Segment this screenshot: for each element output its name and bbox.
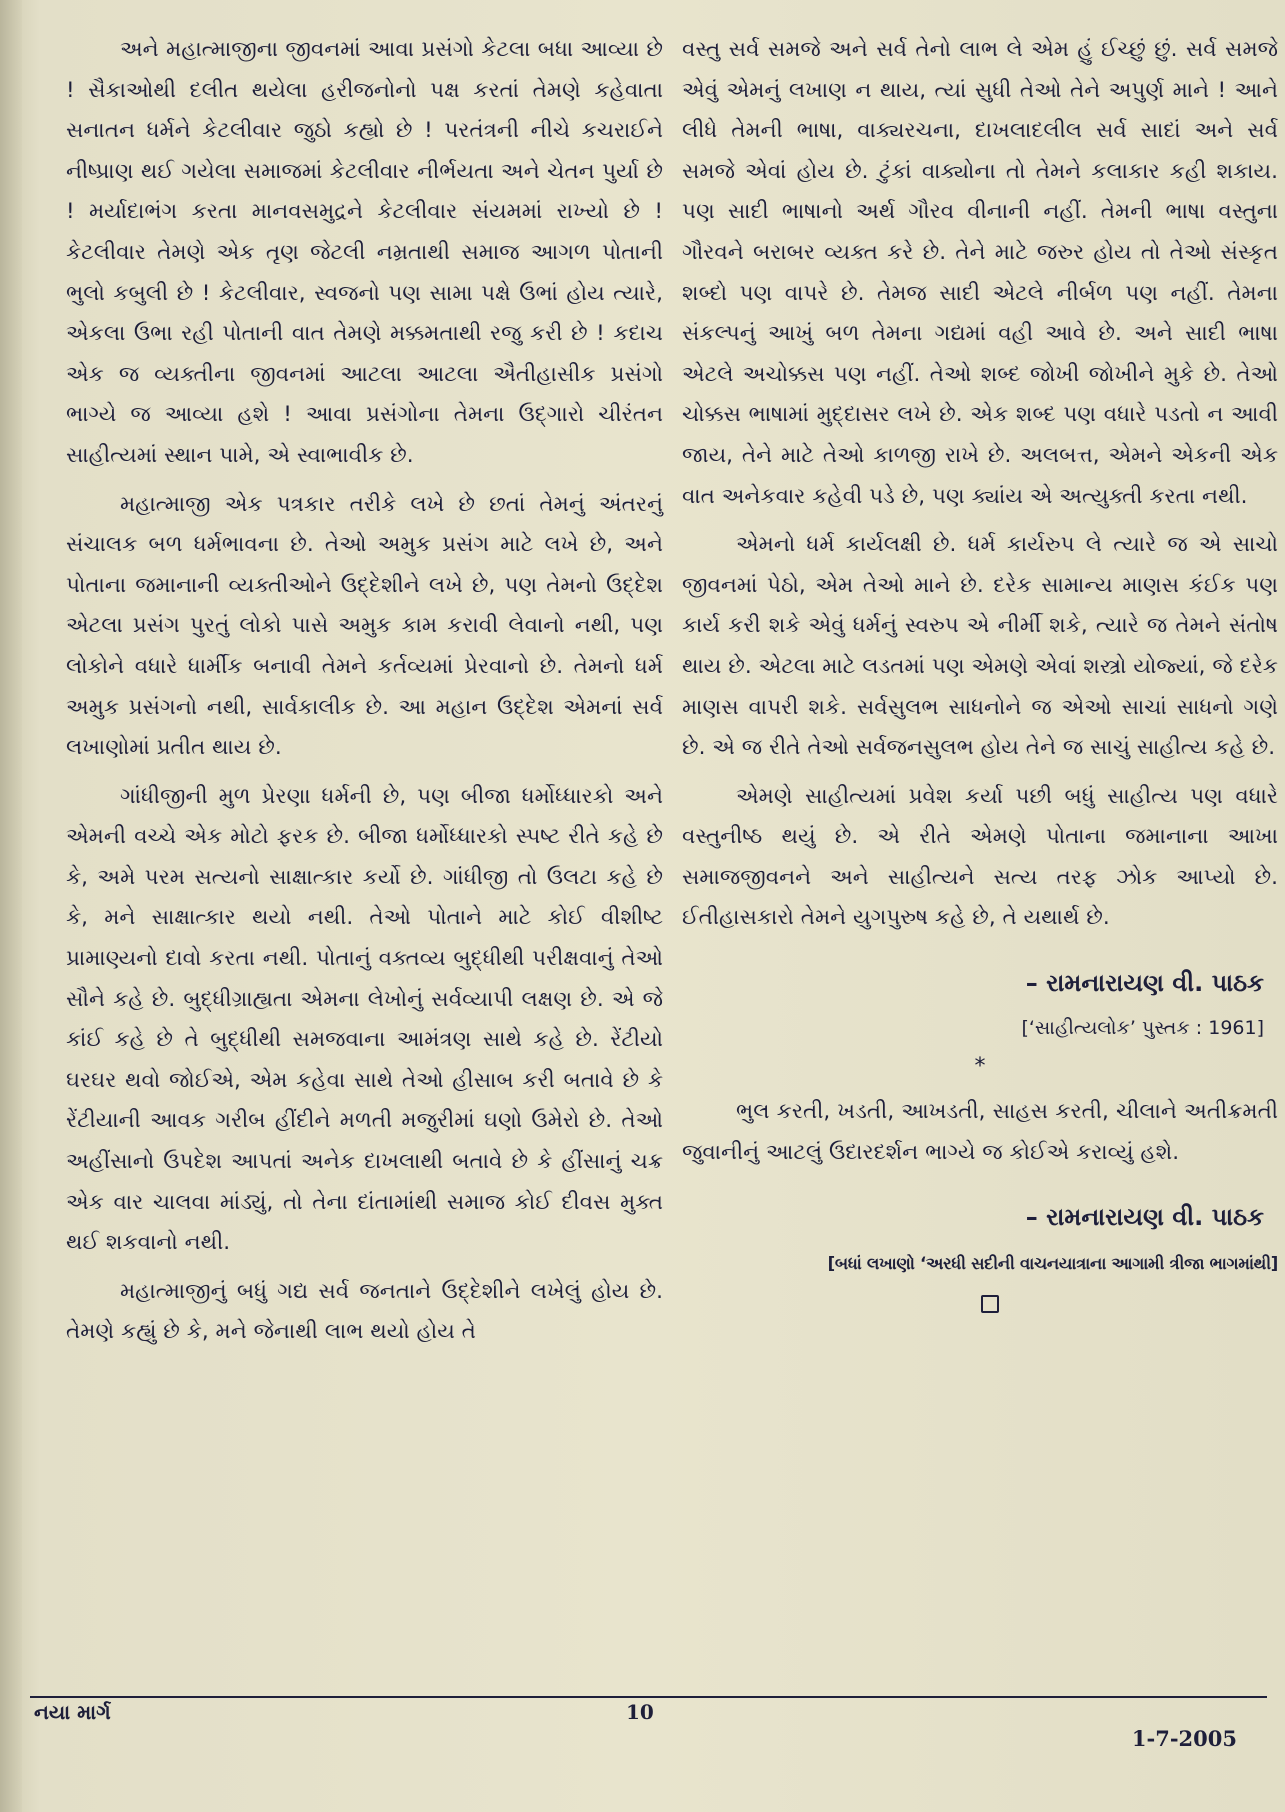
paragraph: મહાત્માજીનું બધું ગદ્ય સર્વ જનતાને ઉદ્દેશીને લખેલું હોય છે. તેમણે કહ્યું છે કે, મને જેનાથી લાભ થયો હોય તે xyxy=(66,1278,663,1345)
source-note: [બધાં લખાણો ‘અરધી સદીની વાચનયાત્રાના આગામી ત્રીજા ભાગમાંથી] xyxy=(827,1254,1278,1274)
page-binding-edge xyxy=(0,0,22,1812)
page-number: 10 xyxy=(626,1700,654,1724)
quote-paragraph: ભુલ કરતી, ખડતી, આખડતી, સાહસ કરતી, ચીલાને અતીક્રમતી જુવાનીનું આટલું ઉદારદર્શન ભાગ્યે જ કોઈએ કરાવ્યું હશે. xyxy=(682,1099,1278,1165)
section-separator: * xyxy=(974,1054,986,1080)
paragraph: મહાત્માજી એક પત્રકાર તરીકે લખે છે છતાં તેમનું અંતરનું સંચાલક બળ ધર્મભાવના છે. તેઓ અમુક પ્રસંગ માટે લખે છે, અને પોતાના જમાનાની વ્યક્તીઓને ઉદ્દેશીને લખે છે, પણ તેમનો ઉદ્દેશ એટલા પ્રસંગ પુરતું લોકો પાસે અમુક કામ કરાવી લેવાનો નથી, પણ લોકોને વધારે ધાર્મીક બનાવી તેમને કર્તવ્યમાં પ્રેરવાનો છે. તેમનો ધર્મ અમુક પ્રસંગનો નથી, સાર્વકાલીક છે. આ મહાન ઉદ્દેશ એમનાં સર્વ લખાણોમાં પ્રતીત થાય છે. xyxy=(66,491,663,761)
paragraph: અને મહાત્માજીના જીવનમાં આવા પ્રસંગો કેટલા બધા આવ્યા છે ! સૈકાઓથી દલીત થયેલા હરીજનોનો પક્ષ કરતાં તેમણે કહેવાતા સનાતન ધર્મને કેટલીવાર જુઠો કહ્યો છે ! પરતંત્રની નીચે કચરાઈને નીષ્પ્રાણ થઈ ગયેલા સમાજમાં કેટલીવાર નીર્ભયતા અને ચેતન પુર્યા છે ! મર્યાદાભંગ કરતા માનવસમુદ્રને કેટલીવાર સંયમમાં રાખ્યો છે ! કેટલીવાર તેમણે એક તૃણ જેટલી નમ્રતાથી સમાજ આગળ પોતાની ભુલો કબુલી છે ! કેટલીવાર, સ્વજનો પણ સામા પક્ષે ઉભાં હોય ત્યારે, એકલા ઉભા રહી પોતાની વાત તેમણે મક્કમતાથી રજુ કરી છે ! કદાચ એક જ વ્યક્તીના જીવનમાં આટલા આટલા ઐતીહાસીક પ્રસંગો ભાગ્યે જ આવ્યા હશે ! આવા પ્રસંગોના તેમના ઉદ્ગારો ચીરંતન સાહીત્યમાં સ્થાન પામે, એ સ્વાભાવીક છે. xyxy=(66,37,663,468)
paragraph: વસ્તુ સર્વ સમજે અને સર્વ તેનો લાભ લે એમ હું ઈચ્છું છું. સર્વ સમજે એવું એમનું લખાણ ન થાય, ત્યાં સુધી તેઓ તેને અપુર્ણ માને ! આને લીધે તેમની ભાષા, વાક્યરચના, દાખલાદલીલ સર્વ સાદાં અને સર્વ સમજે એવાં હોય છે. ટુંકાં વાક્યોના તો તેમને કલાકાર કહી શકાય. પણ સાદી ભાષાનો અર્થ ગૌરવ વીનાની નહીં. તેમની ભાષા વસ્તુના ગૌરવને બરાબર વ્યક્ત કરે છે. તેને માટે જરુર હોય તો તેઓ સંસ્કૃત શબ્દો પણ વાપરે છે. તેમજ સાદી એટલે નીર્બળ પણ નહીં. તેમના સંકલ્પનું આખું બળ તેમના ગદ્યમાં વહી આવે છે. અને સાદી ભાષા એટલે અચોક્કસ પણ નહીં. તેઓ શબ્દ જોખી જોખીને મુકે છે. તેઓ ચોક્કસ ભાષામાં મુદ્દાસર લખે છે. એક શબ્દ પણ વધારે પડતો ન આવી જાય, તેને માટે તેઓ કાળજી રાખે છે. અલબત્ત, એમને એકની એક વાત અનેકવાર કહેવી પડે છે, પણ ક્યાંય એ અત્યુક્તી કરતા નથી. xyxy=(682,37,1278,509)
publication-name: નયા માર્ગ xyxy=(34,1700,111,1724)
right-column xyxy=(682,30,1278,1313)
issue-date: 1-7-2005 xyxy=(1131,1726,1237,1751)
paragraph: એમનો ધર્મ કાર્યલક્ષી છે. ધર્મ કાર્યરુપ લે ત્યારે જ એ સાચો જીવનમાં પેઠો, એમ તેઓ માને છે. દરેક સામાન્ય માણસ કંઈક પણ કાર્ય કરી શકે એવું ધર્મનું સ્વરુપ એ નીર્મી શકે, ત્યારે જ તેમને સંતોષ થાય છે. એટલા માટે લડતમાં પણ એમણે એવાં શસ્ત્રો યોજ્યાં, જે દરેક માણસ વાપરી શકે. સર્વસુલભ સાધનોને જ એઓ સાચાં સાધનો ગણે છે. એ જ રીતે તેઓ સર્વજનસુલભ હોય તેને જ સાચું સાહીત્ય કહે છે. xyxy=(682,532,1278,761)
author-signature: – રામનારાયણ વી. પાઠક xyxy=(1025,1203,1264,1232)
source-citation: [‘સાહીત્યલોક’ પુસ્તક : 1961] xyxy=(1021,1016,1264,1039)
paragraph: એમણે સાહીત્યમાં પ્રવેશ કર્યા પછી બધું સાહીત્ય પણ વધારે વસ્તુનીષ્ઠ થયું છે. એ રીતે એમણે પોતાના જમાનાના આખા સમાજજીવનને અને સાહીત્યને સત્ય તરફ ઝોક આપ્યો છે. ઈતીહાસકારો તેમને યુગપુરુષ કહે છે, તે યથાર્થ છે. xyxy=(682,783,1278,931)
author-signature: – રામનારાયણ વી. પાઠક xyxy=(1025,969,1264,998)
end-of-article-box-icon xyxy=(981,1295,999,1313)
paragraph: ગાંધીજીની મુળ પ્રેરણા ધર્મની છે, પણ બીજા ધર્મોધ્ધારકો અને એમની વચ્ચે એક મોટો ફરક છે. બીજા ધર્મોધ્ધારકો સ્પષ્ટ રીતે કહે છે કે, અમે પરમ સત્યનો સાક્ષાત્કાર કર્યો છે. ગાંધીજી તો ઉલટા કહે છે કે, મને સાક્ષાત્કાર થયો નથી. તેઓ પોતાને માટે કોઈ વીશીષ્ટ પ્રામાણ્યનો દાવો કરતા નથી. પોતાનું વક્તવ્ય બુદ્ધીથી પરીક્ષવાનું તેઓ સૌને કહે છે. બુદ્ધીગ્રાહ્યતા એમના લેખોનું સર્વવ્યાપી લક્ષણ છે. એ જે કાંઈ કહે છે તે બુદ્ધીથી સમજવાના આમંત્રણ સાથે કહે છે. રેંટીયો ઘરઘર થવો જોઈએ, એમ કહેવા સાથે તેઓ હીસાબ કરી બતાવે છે કે રેંટીયાની આવક ગરીબ હીંદીને મળતી મજુરીમાં ઘણો ઉમેરો છે. તેઓ અહીંસાનો ઉપદેશ આપતાં અનેક દાખલાથી બતાવે છે કે હીંસાનું ચક્ર એક વાર ચાલવા માંડ્યું, તો તેના દાંતામાંથી સમાજ કોઈ દીવસ મુક્ત થઈ શકવાનો નથી. xyxy=(66,783,663,1256)
footer-divider xyxy=(30,1696,1267,1698)
left-column xyxy=(66,30,663,1361)
